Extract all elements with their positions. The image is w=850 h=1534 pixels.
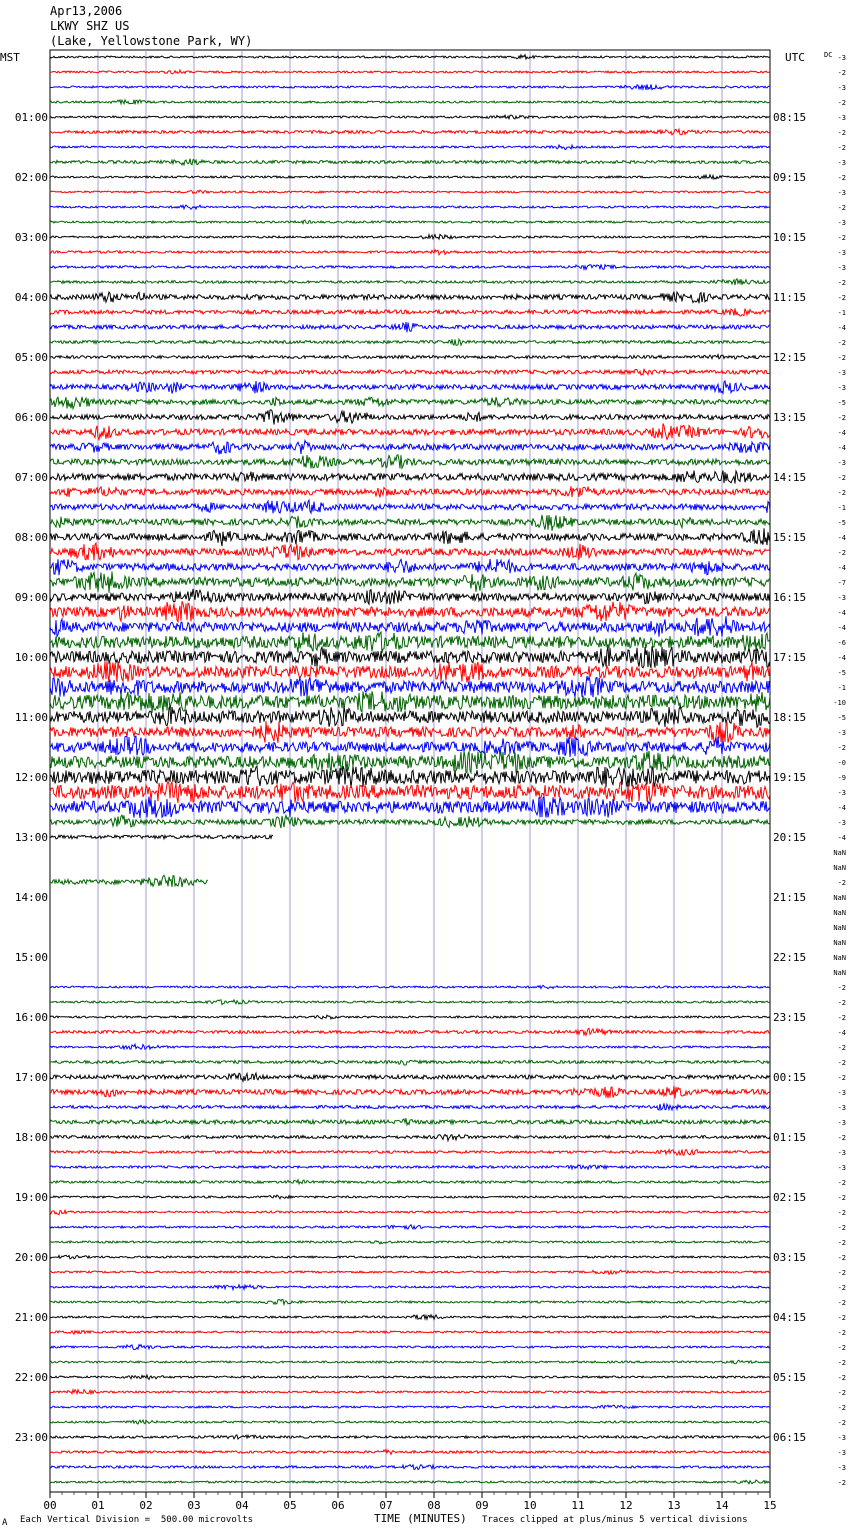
seismic-trace [50, 1060, 770, 1065]
trace-value: -3 [837, 1149, 846, 1157]
seismic-trace [50, 1375, 770, 1379]
seismic-trace [50, 220, 770, 223]
left-hour-label: 09:00 [14, 591, 48, 604]
x-tick-label: 15 [763, 1499, 777, 1512]
x-tick-label: 14 [715, 1499, 729, 1512]
seismic-trace [50, 1420, 770, 1424]
trace-value: -4 [837, 324, 846, 332]
left-hour-label: 07:00 [14, 471, 48, 484]
seismic-trace [50, 1465, 770, 1470]
right-hour-label: 23:15 [773, 1011, 807, 1024]
x-tick-label: 03 [187, 1499, 201, 1512]
seismic-trace [50, 381, 770, 394]
trace-value: -3 [837, 459, 846, 467]
trace-value: -4 [837, 564, 846, 572]
seismic-trace [50, 736, 770, 757]
seismic-trace [50, 616, 770, 637]
seismic-trace [50, 766, 770, 788]
trace-value: -2 [837, 414, 846, 422]
right-hour-label: 06:15 [773, 1431, 807, 1444]
trace-value: -2 [837, 1299, 846, 1307]
trace-value: NaN [833, 969, 846, 977]
seismic-trace [50, 279, 770, 285]
left-hour-label: 04:00 [14, 291, 48, 304]
left-hour-label: 20:00 [14, 1251, 48, 1264]
seismic-trace [50, 471, 770, 484]
seismic-trace [50, 1086, 770, 1099]
x-tick-label: 06 [331, 1499, 345, 1512]
seismic-trace [50, 1435, 770, 1439]
trace-value: NaN [833, 924, 846, 932]
trace-value: -3 [837, 819, 846, 827]
trace-value: -2 [837, 1074, 846, 1082]
trace-value: -2 [837, 1284, 846, 1292]
seismic-trace [50, 589, 770, 605]
left-hour-label: 18:00 [14, 1131, 48, 1144]
right-hour-label: 18:15 [773, 711, 807, 724]
seismic-trace [50, 835, 273, 839]
seismic-trace [50, 1270, 770, 1274]
trace-value: -2 [837, 174, 846, 182]
trace-value: -2 [837, 1479, 846, 1487]
seismic-trace [50, 250, 770, 255]
x-tick-label: 08 [427, 1499, 441, 1512]
seismic-trace [50, 1118, 770, 1125]
left-hour-label: 22:00 [14, 1371, 48, 1384]
trace-value: -2 [837, 1134, 846, 1142]
seismic-trace [50, 410, 770, 425]
seismic-trace [50, 1028, 770, 1035]
seismic-trace [50, 1015, 770, 1019]
trace-value: -1 [837, 309, 846, 317]
right-hour-label: 22:15 [773, 951, 807, 964]
right-hour-label: 14:15 [773, 471, 807, 484]
trace-value: -2 [837, 744, 846, 752]
seismic-trace [50, 1210, 770, 1215]
trace-value: -5 [837, 669, 846, 677]
seismic-trace [50, 1225, 770, 1229]
seismic-trace [50, 559, 770, 575]
trace-value: -2 [837, 984, 846, 992]
trace-value: -3 [837, 1164, 846, 1172]
trace-value: -3 [837, 1434, 846, 1442]
trace-value: -3 [837, 84, 846, 92]
trace-value: -4 [837, 1029, 846, 1037]
seismic-trace [50, 1345, 770, 1350]
trace-value: -2 [837, 1179, 846, 1187]
trace-value: NaN [833, 894, 846, 902]
dc-label: DC [824, 51, 833, 59]
left-hour-label: 08:00 [14, 531, 48, 544]
trace-value: -6 [837, 639, 846, 647]
footer-mark: A [2, 1518, 8, 1528]
seismic-trace [50, 706, 770, 727]
trace-value: -2 [837, 474, 846, 482]
x-tick-label: 13 [667, 1499, 681, 1512]
right-hour-label: 05:15 [773, 1371, 807, 1384]
seismic-trace [50, 355, 770, 359]
seismic-trace [50, 190, 770, 193]
seismic-trace [50, 691, 770, 713]
seismic-trace [50, 1195, 770, 1199]
trace-value: -3 [837, 219, 846, 227]
right-hour-label: 04:15 [773, 1311, 807, 1324]
trace-value: -7 [837, 579, 846, 587]
seismic-trace [50, 1255, 770, 1259]
trace-value: -1 [837, 504, 846, 512]
trace-value: -3 [837, 1449, 846, 1457]
trace-value: -2 [837, 879, 846, 887]
trace-value: NaN [833, 954, 846, 962]
seismic-trace [50, 515, 770, 531]
seismic-trace [50, 601, 770, 621]
trace-value: -10 [833, 699, 846, 707]
trace-value: -2 [837, 129, 846, 137]
scale-note: Each Vertical Division = 500.00 microvolts [20, 1515, 253, 1525]
x-tick-label: 01 [91, 1499, 105, 1512]
seismic-trace [50, 55, 770, 59]
right-hour-label: 11:15 [773, 291, 807, 304]
right-hour-label: 17:15 [773, 651, 807, 664]
trace-value: -2 [837, 354, 846, 362]
seismic-trace [50, 322, 770, 332]
seismic-trace [50, 646, 770, 668]
seismic-trace [50, 70, 770, 74]
trace-value: -3 [837, 1089, 846, 1097]
seismic-trace [50, 1150, 770, 1156]
seismic-trace [50, 1285, 770, 1290]
seismic-trace [50, 441, 770, 455]
trace-value: -2 [837, 279, 846, 287]
trace-value: NaN [833, 849, 846, 857]
trace-value: -3 [837, 729, 846, 737]
trace-value: -3 [837, 54, 846, 62]
seismic-trace [50, 1241, 770, 1244]
left-axis-label: MST [0, 51, 20, 64]
seismic-trace [50, 1331, 770, 1335]
seismic-trace [50, 1360, 770, 1363]
seismic-trace [50, 1450, 770, 1455]
trace-value: -2 [837, 1059, 846, 1067]
x-axis-label: TIME (MINUTES) [374, 1512, 467, 1525]
trace-value: -5 [837, 714, 846, 722]
trace-value: -3 [837, 114, 846, 122]
trace-value: -3 [837, 789, 846, 797]
trace-value: NaN [833, 909, 846, 917]
left-hour-label: 13:00 [14, 831, 48, 844]
clip-note: Traces clipped at plus/minus 5 vertical divisions [482, 1515, 748, 1525]
left-hour-label: 10:00 [14, 651, 48, 664]
left-hour-label: 14:00 [14, 891, 48, 904]
trace-value: -2 [837, 339, 846, 347]
trace-value: -4 [837, 834, 846, 842]
trace-value: -4 [837, 654, 846, 662]
right-hour-label: 20:15 [773, 831, 807, 844]
seismic-trace [50, 84, 770, 90]
trace-value: -2 [837, 489, 846, 497]
seismic-trace [50, 1044, 770, 1049]
trace-value: -9 [837, 774, 846, 782]
left-hour-label: 16:00 [14, 1011, 48, 1024]
trace-value: -2 [837, 204, 846, 212]
x-tick-label: 10 [523, 1499, 537, 1512]
seismic-trace [50, 369, 770, 375]
seismic-trace [50, 100, 770, 105]
x-tick-label: 11 [571, 1499, 585, 1512]
right-hour-label: 02:15 [773, 1191, 807, 1204]
seismic-trace [50, 721, 770, 743]
seismic-trace [50, 781, 770, 802]
trace-value: -2 [837, 1359, 846, 1367]
station-name: LKWY SHZ US [50, 19, 130, 33]
seismic-trace [50, 175, 770, 179]
seismic-trace [50, 308, 770, 316]
seismic-trace [50, 486, 770, 497]
left-hour-label: 17:00 [14, 1071, 48, 1084]
trace-value: -2 [837, 999, 846, 1007]
trace-value: -2 [837, 234, 846, 242]
seismic-trace [50, 985, 770, 988]
left-hour-label: 03:00 [14, 231, 48, 244]
seismic-trace [50, 500, 770, 513]
seismic-trace [50, 1180, 770, 1184]
seismic-trace [50, 397, 770, 409]
seismic-trace [50, 145, 770, 150]
x-tick-label: 12 [619, 1499, 633, 1512]
seismic-trace [50, 205, 770, 209]
x-tick-label: 05 [283, 1499, 297, 1512]
seismic-trace [50, 1165, 770, 1169]
trace-value: -3 [837, 249, 846, 257]
right-hour-label: 15:15 [773, 531, 807, 544]
trace-value: -1 [837, 684, 846, 692]
right-hour-label: 00:15 [773, 1071, 807, 1084]
trace-value: -3 [837, 264, 846, 272]
seismic-trace [50, 1135, 770, 1141]
trace-value: -3 [837, 1119, 846, 1127]
plot-date: Apr13,2006 [50, 4, 123, 18]
left-hour-label: 02:00 [14, 171, 48, 184]
seismic-trace [50, 424, 770, 440]
right-hour-label: 13:15 [773, 411, 807, 424]
seismic-trace [50, 292, 770, 304]
trace-value: -0 [837, 759, 846, 767]
trace-value: -2 [837, 549, 846, 557]
x-tick-label: 09 [475, 1499, 489, 1512]
trace-value: -3 [837, 594, 846, 602]
seismic-trace [50, 1000, 770, 1005]
seismic-trace [50, 115, 770, 119]
x-tick-label: 04 [235, 1499, 249, 1512]
left-hour-label: 06:00 [14, 411, 48, 424]
trace-value: -2 [837, 1014, 846, 1022]
seismic-trace [50, 264, 770, 269]
trace-value: NaN [833, 864, 846, 872]
trace-value: -4 [837, 804, 846, 812]
trace-value: -2 [837, 1404, 846, 1412]
right-hour-label: 16:15 [773, 591, 807, 604]
seismic-trace [50, 1390, 770, 1394]
seismic-trace [50, 1315, 770, 1319]
seismic-trace [50, 572, 770, 593]
seismic-trace [50, 751, 770, 773]
seismic-trace [50, 1103, 770, 1110]
trace-value: -2 [837, 1329, 846, 1337]
x-tick-label: 02 [139, 1499, 153, 1512]
right-hour-label: 09:15 [773, 171, 807, 184]
left-hour-label: 05:00 [14, 351, 48, 364]
seismic-trace [50, 129, 770, 135]
trace-value: -2 [837, 1239, 846, 1247]
trace-value: -5 [837, 519, 846, 527]
seismic-trace [50, 543, 770, 560]
trace-value: -2 [837, 1374, 846, 1382]
trace-value: -2 [837, 1194, 846, 1202]
right-hour-label: 12:15 [773, 351, 807, 364]
right-axis-label: UTC [785, 51, 805, 64]
trace-value: -4 [837, 624, 846, 632]
left-hour-label: 21:00 [14, 1311, 48, 1324]
seismic-trace [50, 455, 770, 469]
right-hour-label: 01:15 [773, 1131, 807, 1144]
right-hour-label: 08:15 [773, 111, 807, 124]
trace-value: -3 [837, 1464, 846, 1472]
trace-value: -2 [837, 294, 846, 302]
left-hour-label: 12:00 [14, 771, 48, 784]
trace-value: -2 [837, 1254, 846, 1262]
right-hour-label: 19:15 [773, 771, 807, 784]
left-hour-label: 23:00 [14, 1431, 48, 1444]
seismic-trace [50, 1073, 770, 1081]
trace-value: -5 [837, 399, 846, 407]
seismic-trace [50, 1299, 770, 1304]
trace-value: -2 [837, 1344, 846, 1352]
right-hour-label: 03:15 [773, 1251, 807, 1264]
left-hour-label: 15:00 [14, 951, 48, 964]
trace-value: -2 [837, 144, 846, 152]
trace-value: -2 [837, 1044, 846, 1052]
trace-value: -2 [837, 1269, 846, 1277]
seismic-trace [50, 528, 770, 546]
trace-value: -3 [837, 189, 846, 197]
seismic-trace [50, 1405, 770, 1408]
trace-value: -2 [837, 1224, 846, 1232]
station-location: (Lake, Yellowstone Park, WY) [50, 34, 253, 48]
trace-value: -2 [837, 1314, 846, 1322]
seismic-trace [50, 159, 770, 165]
trace-value: -2 [837, 99, 846, 107]
trace-value: -4 [837, 534, 846, 542]
left-hour-label: 01:00 [14, 111, 48, 124]
trace-value: -2 [837, 1389, 846, 1397]
trace-value: -4 [837, 429, 846, 437]
left-hour-label: 19:00 [14, 1191, 48, 1204]
seismic-trace [50, 234, 770, 239]
trace-value: -3 [837, 159, 846, 167]
x-tick-label: 00 [43, 1499, 57, 1512]
trace-value: -3 [837, 369, 846, 377]
trace-value: -3 [837, 384, 846, 392]
trace-value: -3 [837, 1104, 846, 1112]
trace-value: -4 [837, 444, 846, 452]
trace-value: -2 [837, 69, 846, 77]
seismic-trace [50, 815, 770, 828]
seismic-trace [50, 661, 770, 682]
trace-value: -2 [837, 1419, 846, 1427]
trace-value: -2 [837, 1209, 846, 1217]
trace-value: -4 [837, 609, 846, 617]
right-hour-label: 10:15 [773, 231, 807, 244]
left-hour-label: 11:00 [14, 711, 48, 724]
seismic-trace [50, 1480, 770, 1484]
x-tick-label: 07 [379, 1499, 393, 1512]
seismic-trace [50, 875, 208, 887]
seismic-trace [50, 339, 770, 345]
trace-value: NaN [833, 939, 846, 947]
right-hour-label: 21:15 [773, 891, 807, 904]
